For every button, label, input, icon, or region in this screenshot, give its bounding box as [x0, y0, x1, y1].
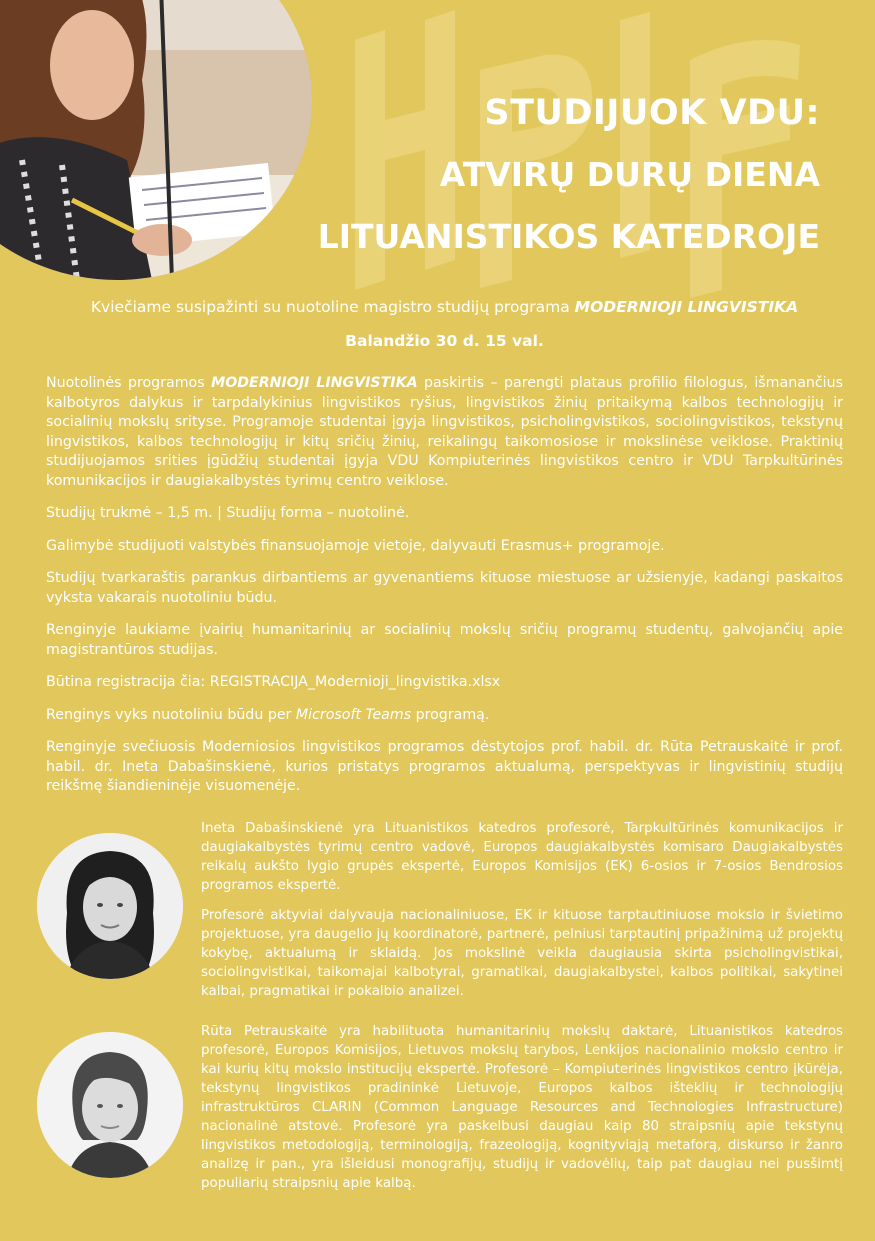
study-duration: Studijų trukmė – 1,5 m. | Studijų forma – nuotolinė.	[46, 505, 410, 521]
purpose-lead: Nuotolinės programos	[46, 375, 212, 391]
event-date: Balandžio 30 d. 15 val.	[345, 332, 544, 350]
purpose-rest: paskirtis – parengti plataus profilio filologus, išmanančius kalbotyros dalykus ir tarpdalykinius lingvistikos ryšius, lingvistikos žinių pritaikymą kalbos technologijų ir socialinių mokslų srityse. Programoje studentai įgyja lingvistikos, psicholingvistikos, sociolingvistikos, tekstynų lingvistikos, kalbos technologijų ir kitų sričių žinių, reikalingų taikomosiose ir mokslinėse veiklose. Praktinių studijuojamos srities įgūdžių studentai įgyja VDU Kompiuterinės lingvistikos centro ir VDU Tarpkultūrinės komunikacijos ir daugiakalbystės tyrimų centro veiklose.	[46, 375, 844, 489]
program-name-inline: MODERNIOJI LINGVISTIKA	[211, 375, 418, 391]
bio-petrauskaite-p1: Rūta Petrauskaitė yra habilituota humanitarinių mokslų daktarė, Lituanistikos katedros profesorė, Europos Komisijos, Lietuvos mokslų tarybos, Lenkijos nacionalinio mokslo centro ir kai kurių kitų mokslo institucijų ekspertė. Profesorė – Kompiuterinės lingvistikos centro įkūrėja, tekstynų lingvistikos pradininkė Lietuvoje, Europos kalbos išteklių ir technologijų infrastruktūros CLARIN (Common Language Resources and Technologies Infrastructure) nacionalinė atstovė. Profesorė yra paskelbusi daugiau kaip 80 straipsnių apie tekstynų lingvistikos metodologiją, terminologiją, frazeologiją, kognityviąją metaforą, diskurso ir žanro analizę ir pan., yra išleidusi monografijų, studijų ir vadovėlių, taip pat daugiau nei pusšimtį populiarių straipsnių apie kalbą.	[201, 1024, 843, 1191]
portrait-petrauskaite	[37, 1032, 183, 1178]
bio-dabasinskiene	[201, 819, 843, 1012]
registration-link[interactable]: Būtina registracija čia: REGISTRACIJA_Modernioji_lingvistika.xlsx	[46, 674, 501, 690]
bio-dabasinskiene-p2: Profesorė aktyviai dalyvauja nacionaliniuose, EK ir kituose tarptautiniuose mokslo ir švietimo projektuose, yra daugelio jų koordinatorė, partnerė, pelniusi tarptautinį pripažinimą už projektų kokybę, aktualumą ir sklaidą. Jos mokslinė veikla daugiausia skirta psicholingvistikai, sociolingvistikai, taikomajai kalbotyrai, gramatikai, daugiakalbystei, kalbos politikai, sakytinei kalbai, pragmatikai ir pokalbio analizei.	[201, 908, 843, 999]
funding-info: Galimybė studijuoti valstybės finansuojamoje vietoje, dalyvauti Erasmus+ programoje.	[46, 537, 665, 554]
format-lead: Renginys vyks nuotoliniu būdu per	[46, 706, 296, 723]
schedule-info: Studijų tvarkaraštis parankus dirbantiems ar gyvenantiems kituose miestuose ar užsienyje, kadangi paskaitos vyksta vakarais nuotoliniu būdu.	[46, 570, 843, 606]
program-purpose	[46, 374, 843, 491]
description	[46, 374, 843, 810]
program-name: MODERNIOJI LINGVISTIKA	[574, 298, 799, 316]
format-rest: programą.	[411, 706, 490, 723]
invitation-lead: Kviečiame susipažinti su nuotoline magistro studijų programa	[90, 298, 575, 316]
title-line-3: LITUANISTIKOS KATEDROJE	[317, 217, 820, 256]
hero-student-photo	[0, 0, 312, 280]
teams-app-name: Microsoft Teams	[295, 706, 412, 723]
speakers-info: Renginyje svečiuosis Moderniosios lingvistikos programos dėstytojos prof. habil. dr. Rūta Petrauskaitė ir prof. habil. dr. Ineta Dabašinskienė, kurios pristatys programos aktualumą, perspektyvas ir lingvistinių studijų reikšmę šiandieninėje visuomenėje.	[46, 739, 843, 794]
audience-info: Renginyje laukiame įvairių humanitarinių ar socialinių mokslų sričių programų studentų, galvojančių apie magistrantūros studijas.	[46, 622, 843, 658]
invitation-text	[0, 298, 875, 316]
portrait-dabasinskiene	[37, 833, 183, 979]
bio-petrauskaite	[201, 1022, 843, 1204]
title-line-2: ATVIRŲ DURŲ DIENA	[439, 155, 820, 194]
bio-dabasinskiene-p1: Ineta Dabašinskienė yra Lituanistikos katedros profesorė, Tarpkultūrinės komunikacijos ir daugiakalbystės tyrimų centro vadovė, Europos daugiakalbystės komisaro Daugiakalbystės reikalų aukšto lygio grupės ekspertė, Europos Komisijos (EK) 6-osios ir 7-osios Bendrosios programos ekspertė.	[201, 821, 843, 893]
title-line-1: STUDIJUOK VDU:	[484, 93, 820, 133]
event-format	[46, 706, 843, 726]
